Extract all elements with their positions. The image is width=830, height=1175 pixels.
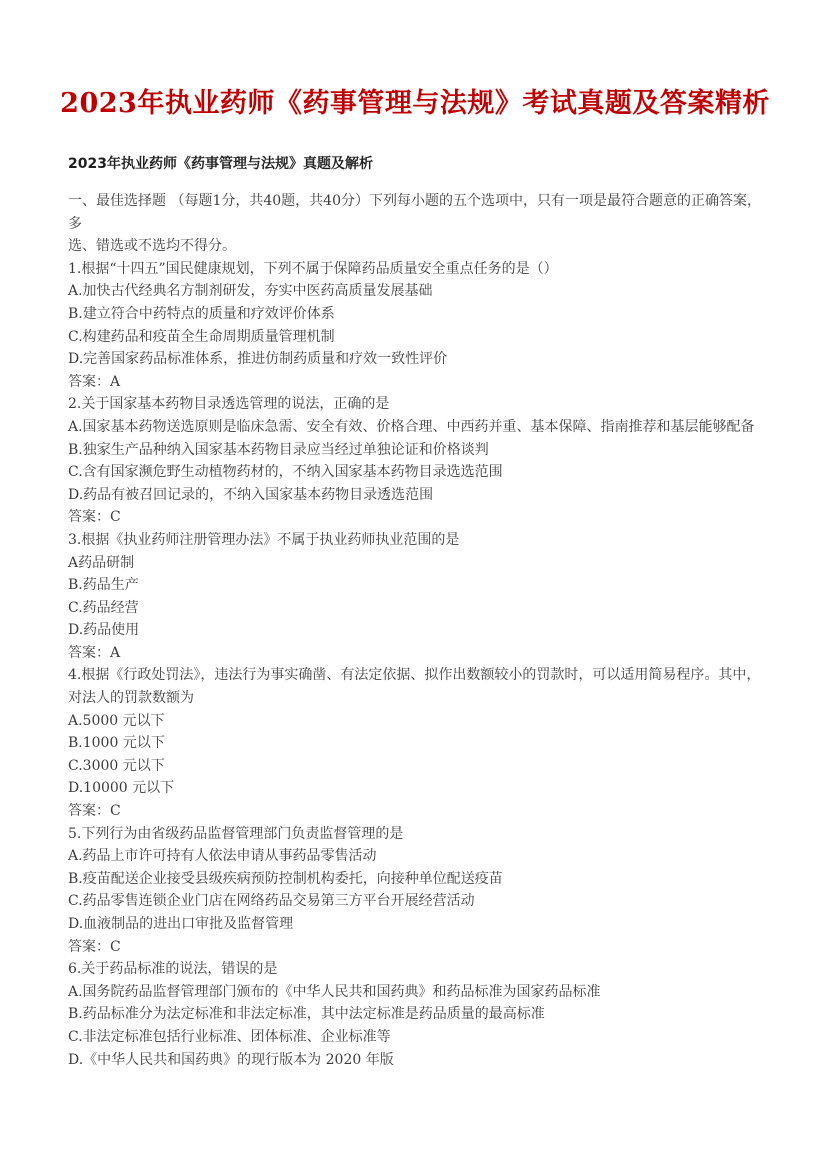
question-stem: 对法人的罚款数额为 xyxy=(68,690,194,707)
question-option-c: C.构建药品和疫苗全生命周期质量管理机制 xyxy=(68,328,335,345)
question-option-c: C.3000 元以下 xyxy=(68,757,165,774)
question-5 xyxy=(68,823,768,959)
question-stem: 5.下列行为由省级药品监督管理部门负责监督管理的是 xyxy=(68,825,404,842)
question-answer: 答案：C xyxy=(68,509,121,526)
question-option-a: A药品研制 xyxy=(68,554,135,571)
question-option-a: A.国家基本药物送选原则是临床急需、安全有效、价格合理、中西药并重、基本保障、指南推荐和基层能够配备 xyxy=(68,418,755,435)
question-option-a: A.药品上市许可持有人依法申请从事药品零售活动 xyxy=(68,848,377,865)
question-option-a: A.国务院药品监督管理部门颁布的《中华人民共和国药典》和药品标准为国家药品标准 xyxy=(68,983,601,1000)
question-answer: 答案：C xyxy=(68,803,121,820)
document-body xyxy=(68,190,768,1071)
question-option-d: D.药品使用 xyxy=(68,622,140,639)
question-3 xyxy=(68,529,768,665)
question-answer: 答案：A xyxy=(68,373,121,390)
document-title: 2023年执业药师《药事管理与法规》考试真题及答案精析 xyxy=(60,88,770,119)
question-stem: 6.关于药品标准的说法，错误的是 xyxy=(68,961,278,978)
question-option-a: A.加快古代经典名方制剂研发，夯实中医药高质量发展基础 xyxy=(68,283,433,300)
question-option-b: B.建立符合中药特点的质量和疗效评价体系 xyxy=(68,305,335,322)
question-stem: 2.关于国家基本药物目录透选管理的说法，正确的是 xyxy=(68,396,390,413)
question-stem: 3.根据《执业药师注册管理办法》不属于执业药师执业范围的是 xyxy=(68,531,460,548)
intro-line: 选、错选或不选均不得分。 xyxy=(68,238,236,255)
question-option-d: D.药品有被召回记录的，不纳入国家基本药物目录透选范围 xyxy=(68,486,434,503)
question-option-c: C.含有国家濒危野生动植物药材的，不纳入国家基本药物目录选选范围 xyxy=(68,464,503,481)
question-option-d: D.《中华人民共和国药典》的现行版本为 2020 年版 xyxy=(68,1051,394,1068)
question-option-b: B.1000 元以下 xyxy=(68,735,165,752)
question-option-a: A.5000 元以下 xyxy=(68,712,165,729)
question-1 xyxy=(68,258,768,394)
question-option-d: D.完善国家药品标准体系，推进仿制药质量和疗效一致性评价 xyxy=(68,351,448,368)
question-option-c: C.非法定标准包括行业标准、团体标准、企业标准等 xyxy=(68,1028,391,1045)
document-subtitle: 2023年执业药师《药事管理与法规》真题及解析 xyxy=(68,156,373,172)
intro-line: 一、最佳选择题 （每题1分，共40题，共40分）下列每小题的五个选项中，只有一项是最符合题意的正确答案，多 xyxy=(68,193,761,232)
question-option-b: B.独家生产品种纳入国家基本药物目录应当经过单独论证和价格谈判 xyxy=(68,441,489,458)
question-option-d: D.10000 元以下 xyxy=(68,780,175,797)
question-option-d: D.血液制品的进出口审批及监督管理 xyxy=(68,916,294,932)
question-option-c: C.药品经营 xyxy=(68,599,139,616)
question-2 xyxy=(68,393,768,529)
question-answer: 答案：C xyxy=(68,938,121,955)
question-6 xyxy=(68,958,768,1071)
question-4 xyxy=(68,664,768,822)
question-option-b: B.药品标准分为法定标准和非法定标准，其中法定标准是药品质量的最高标准 xyxy=(68,1006,545,1023)
question-stem: 1.根据“十四五”国民健康规划，下列不属于保障药品质量安全重点任务的是（） xyxy=(68,260,558,277)
question-option-b: B.疫苗配送企业接受县级疾病预防控制机构委托，向接种单位配送疫苗 xyxy=(68,870,503,887)
question-option-b: B.药品生产 xyxy=(68,577,139,594)
question-option-c: C.药品零售连锁企业门店在网络药品交易第三方平台开展经营活动 xyxy=(68,893,475,910)
question-stem: 4.根据《行政处罚法》，违法行为事实确凿、有法定依据、拟作出数额较小的罚款时，可以适用简易程序。其中， xyxy=(68,667,761,684)
question-answer: 答案：A xyxy=(68,644,121,661)
